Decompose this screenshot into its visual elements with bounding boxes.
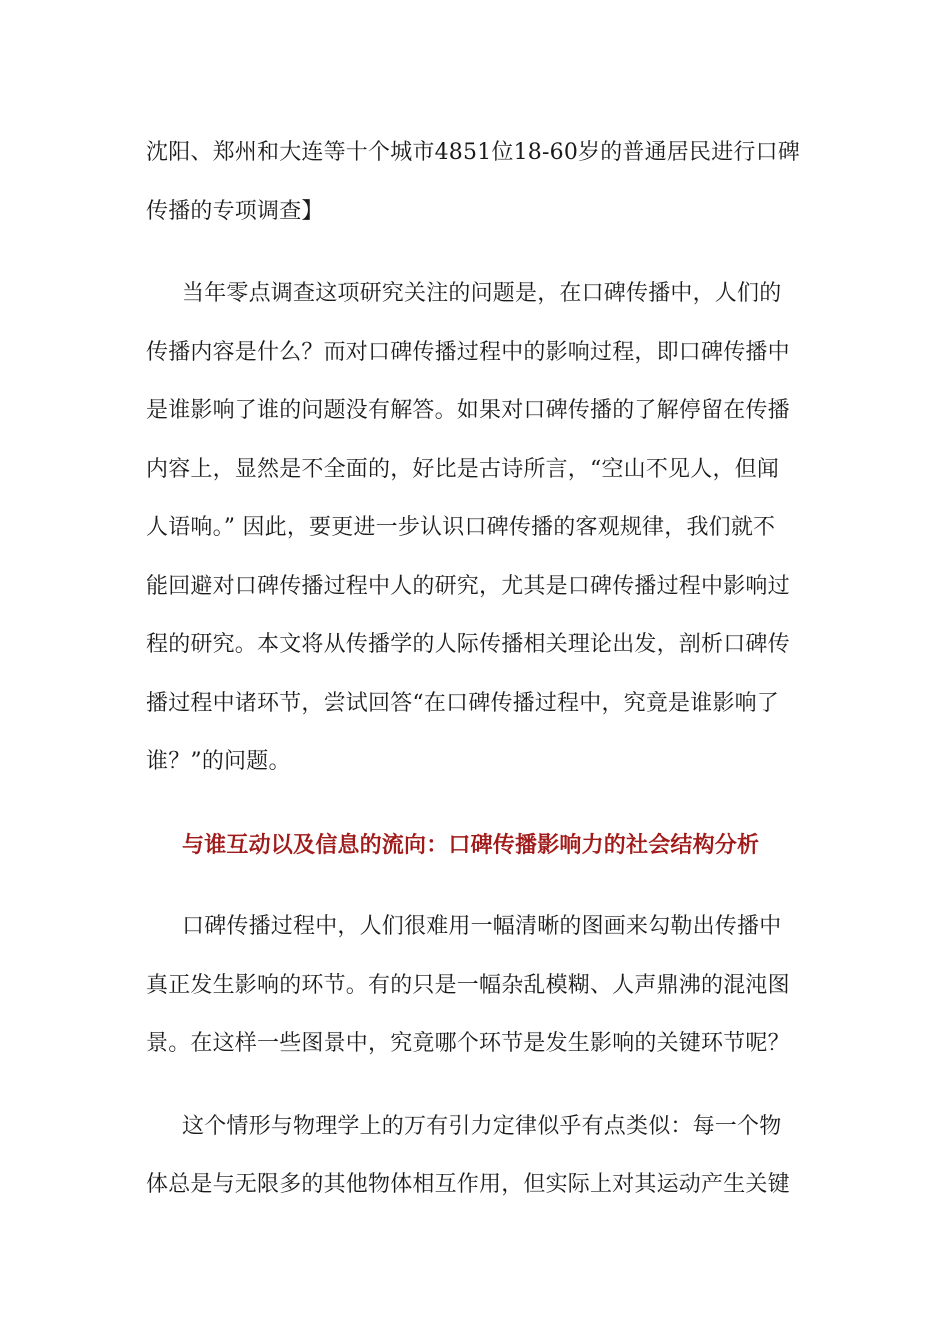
text-line: 当年零点调查这项研究关注的问题是，在口碑传播中，人们的 — [182, 281, 782, 306]
text-line: 传播的专项调查】 — [146, 198, 324, 224]
text-line: 沈阳、郑州和大连等十个城市4851位18-60岁的普通居民进行口碑 — [146, 140, 801, 165]
section-heading-text: 与谁互动以及信息的流向：口碑传播影响力的社会结构分析 — [182, 831, 760, 858]
paragraph-gravity-analogy — [146, 1098, 806, 1215]
text-line: 这个情形与物理学上的万有引力定律似乎有点类似：每一个物 — [182, 1113, 782, 1139]
text-line: 播过程中诸环节，尝试回答“在口碑传播过程中，究竟是谁影响了 — [146, 690, 780, 716]
text-line: 程的研究。本文将从传播学的人际传播相关理论出发，剖析口碑传 — [146, 632, 790, 657]
text-line: 传播内容是什么？而对口碑传播过程中的影响过程，即口碑传播中 — [146, 339, 790, 365]
text-line: 能回避对口碑传播过程中人的研究，尤其是口碑传播过程中影响过 — [146, 573, 790, 599]
section-heading — [146, 816, 806, 875]
text-line: 人语响。” 因此，要更进一步认识口碑传播的客观规律，我们就不 — [146, 515, 776, 540]
text-line: 真正发生影响的环节。有的只是一幅杂乱模糊、人声鼎沸的混沌图 — [146, 972, 790, 998]
document-page — [146, 124, 806, 1215]
text-line: 是谁影响了谁的问题没有解答。如果对口碑传播的了解停留在传播 — [146, 398, 790, 423]
text-line: 谁？”的问题。 — [146, 749, 291, 774]
paragraph-survey-continued — [146, 124, 806, 241]
paragraph-research-question — [146, 265, 806, 792]
text-line: 景。在这样一些图景中，究竟哪个环节是发生影响的关键环节呢？ — [146, 1031, 790, 1056]
text-line: 体总是与无限多的其他物体相互作用，但实际上对其运动产生关键 — [146, 1172, 790, 1197]
paragraph-chaotic-picture — [146, 898, 806, 1074]
text-line: 口碑传播过程中，人们很难用一幅清晰的图画来勾勒出传播中 — [182, 914, 782, 939]
text-line: 内容上，显然是不全面的，好比是古诗所言，“空山不见人，但闻 — [146, 456, 780, 482]
